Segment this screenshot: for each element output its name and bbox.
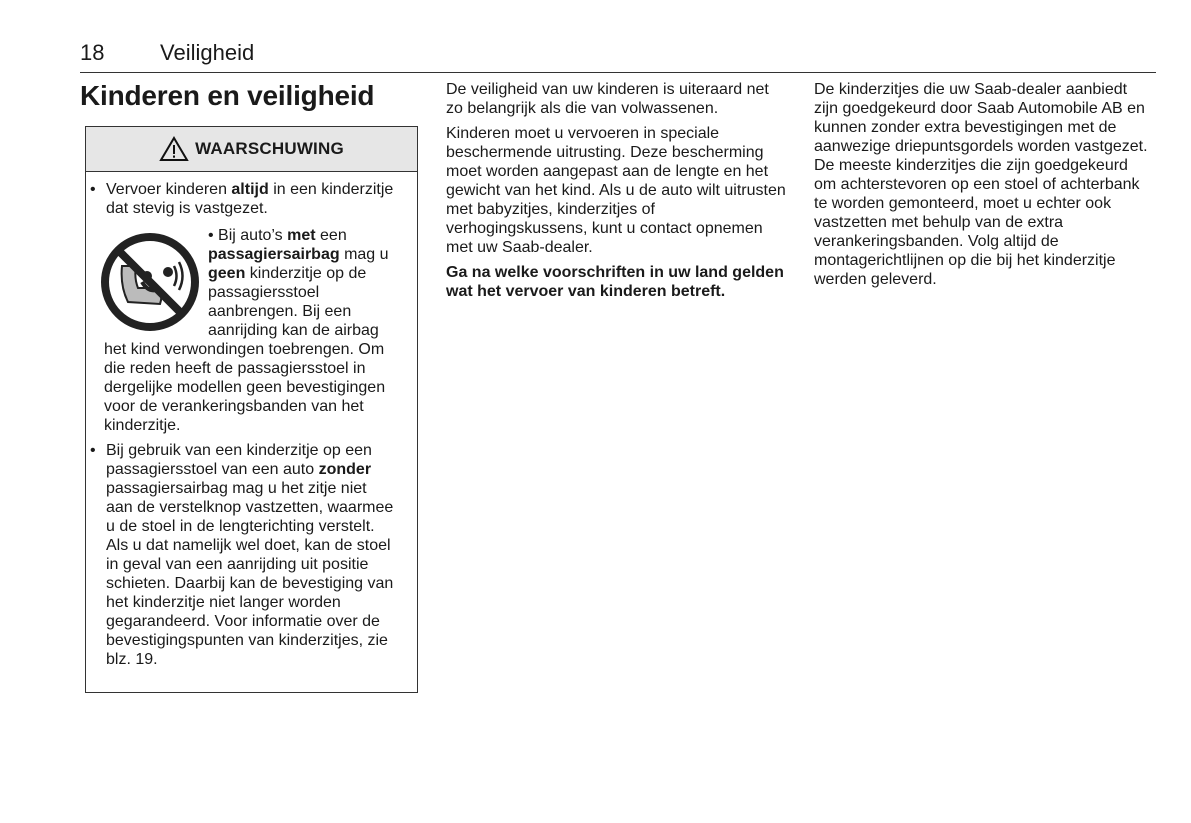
bullet-dot: • [90,442,96,459]
text: • Bij auto’s [208,227,288,244]
text: Bij gebruik van een kinderzitje op een passagiersstoel van een auto [106,442,372,478]
bold-text: geen [208,265,246,282]
warning-bullet-2 [90,441,397,669]
page-header [80,36,1156,73]
text: mag u [339,246,389,263]
bullet-dot: • [90,181,96,198]
paragraph: De veiligheid van uw kinderen is uiteraard net zo belangrijk als die van volwassenen. [446,81,769,117]
warning-bullet-1 [90,180,397,218]
warning-header [86,127,417,172]
bold-text: met [287,227,316,244]
bold-text: altijd [231,181,269,198]
text: Vervoer kinderen [106,181,232,198]
paragraph: Kinderen moet u vervoeren in speciale beschermende uitrusting. Deze bescherming moet worden aangepast aan de lengte en het gewicht van het kind. Als u de auto wilt uitrusten met babyzitjes, kinderzitjes of verhogingskussens, kunt u contact opnemen met uw Saab-dealer. [446,125,786,256]
page-number: 18 [80,40,105,65]
text: een [315,227,347,244]
bold-paragraph: Ga na welke voorschriften in uw land gelden wat het vervoer van kinderen betreft. [446,264,784,300]
warning-triangle-icon [159,136,189,162]
section-title: Veiligheid [160,40,255,65]
bold-text: zonder [318,461,372,478]
bold-text: passagiersairbag [208,246,340,263]
warning-airbag-section [104,226,397,435]
no-child-seat-airbag-icon [100,226,200,338]
column-3 [814,80,1154,295]
paragraph: De kinderzitjes die uw Saab-dealer aanbiedt zijn goedgekeurd door Saab Automobile AB en kunnen zonder extra bevestigingen met de aanwezige driepuntsgordels worden vastgezet. De meeste kinderzitjes die zijn goedgekeurd om achterstevoren op een stoel of achterbank te worden gemonteerd, moet u echter ook vastzetten met behulp van de extra verankeringsbanden. Volg altijd de montagerichtlijnen op die bij het kinderzitje werden geleverd. [814,81,1148,288]
text: in een kinderzitje dat stevig is vastgezet. [106,181,394,217]
text: passagiersairbag mag u het zitje niet aan de verstelknop vastzetten, waarmee u de stoel in de lengterichting verstelt. Als u dat namelijk wel doet, kan de stoel in geval van een aanrijding uit positie schieten. Daarbij kan de bevestiging van het kinderzitje niet langer worden gegarandeerd. Voor informatie over de bevestigingspunten van kinderzitjes, zie blz. 19. [106,480,394,668]
page-title: Kinderen en veiligheid [80,80,375,111]
warning-box [85,126,418,693]
warning-heading: WAARSCHUWING [195,139,344,158]
warning-body [86,172,417,669]
column-2 [446,80,786,307]
text: kinderzitje op de passagiersstoel aanbrengen. Bij een aanrijding kan de airbag het kind verwondingen toebrengen. Om die reden heeft de passagiersstoel in dergelijke modellen geen bevestigingen voor de verankeringsbanden van het kinderzitje. [104,265,386,434]
